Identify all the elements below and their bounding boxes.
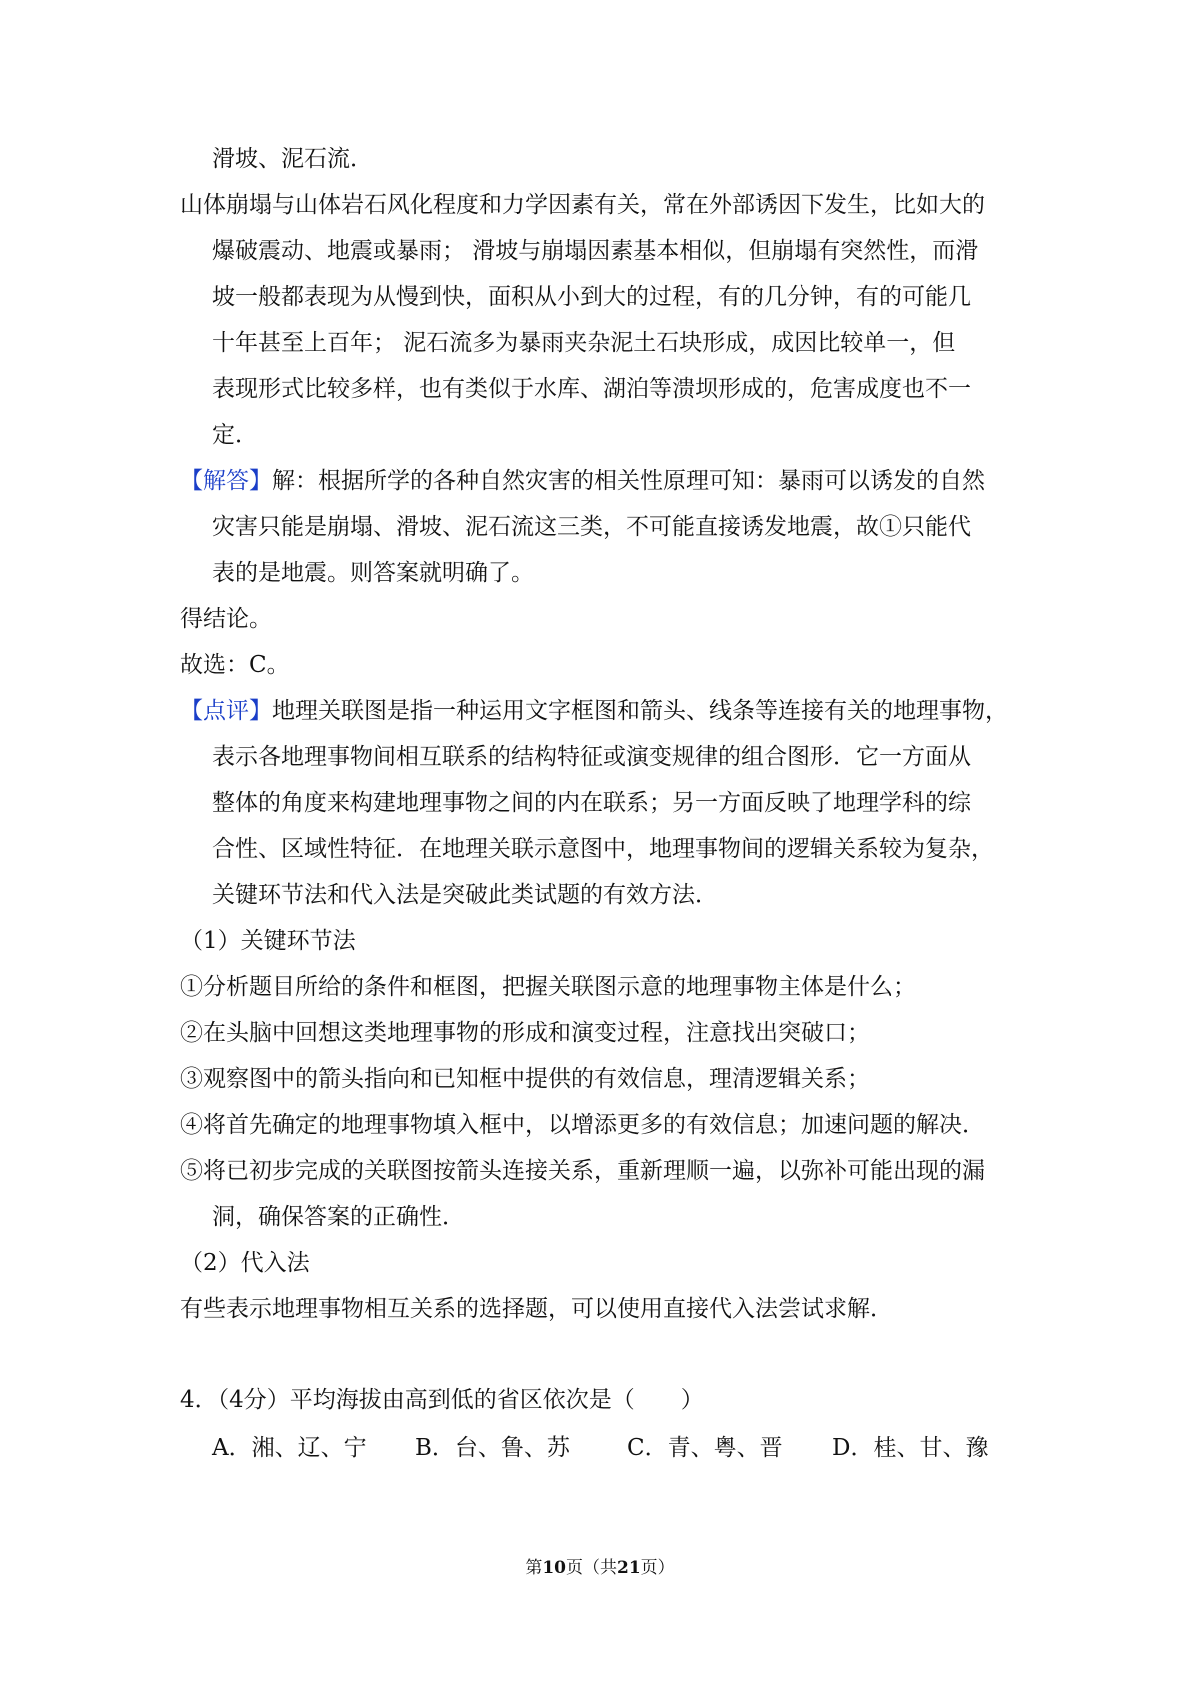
footer-middle: 页（共 — [566, 1558, 617, 1578]
text-line: 定． — [212, 422, 258, 448]
text-line: 合性、区域性特征．在地理关联示意图中，地理事物间的逻辑关系较为复杂， — [212, 836, 994, 862]
text-line: 解：根据所学的各种自然灾害的相关性原理可知：暴雨可以诱发的自然 — [272, 468, 985, 494]
page-footer — [0, 1553, 1200, 1578]
text-line: 地理关联图是指一种运用文字框图和箭头、线条等连接有关的地理事物， — [272, 698, 1008, 724]
text-line: 坡一般都表现为从慢到快，面积从小到大的过程，有的几分钟，有的可能几 — [212, 284, 971, 310]
review-tag: 【点评】 — [180, 698, 272, 724]
option-b[interactable]: B．台、鲁、苏 — [415, 1435, 570, 1461]
step-line: 洞，确保答案的正确性． — [212, 1204, 465, 1230]
option-d[interactable]: D．桂、甘、豫 — [832, 1435, 989, 1461]
step-line: ③观察图中的箭头指向和已知框中提供的有效信息，理清逻辑关系； — [180, 1066, 870, 1092]
text-line: （1）关键环节法 — [180, 928, 356, 954]
text-line: 山体崩塌与山体岩石风化程度和力学因素有关，常在外部诱因下发生，比如大的 — [180, 192, 985, 218]
answer-tag: 【解答】 — [180, 468, 272, 494]
text-line: 故选：C。 — [180, 652, 290, 678]
option-a[interactable]: A．湘、辽、宁 — [212, 1435, 367, 1461]
current-page-number: 10 — [542, 1558, 566, 1578]
text-line: 灾害只能是崩塌、滑坡、泥石流这三类，不可能直接诱发地震，故①只能代 — [212, 514, 971, 540]
review-first-line — [180, 688, 1008, 734]
step-line: ②在头脑中回想这类地理事物的形成和演变过程，注意找出突破口； — [180, 1020, 870, 1046]
text-line: 整体的角度来构建地理事物之间的内在联系；另一方面反映了地理学科的综 — [212, 790, 971, 816]
text-line: 得结论。 — [180, 606, 272, 632]
text-line: 表示各地理事物间相互联系的结构特征或演变规律的组合图形．它一方面从 — [212, 744, 971, 770]
step-line: ⑤将已初步完成的关联图按箭头连接关系，重新理顺一遍，以弥补可能出现的漏 — [180, 1158, 985, 1184]
text-line: 4．（4分）平均海拔由高到低的省区依次是（ ） — [180, 1387, 704, 1413]
text-line: 滑坡、泥石流． — [212, 146, 373, 172]
step-line: ④将首先确定的地理事物填入框中，以增添更多的有效信息；加速问题的解决． — [180, 1112, 985, 1138]
option-c[interactable]: C．青、粤、晋 — [627, 1435, 783, 1461]
answer-first-line — [180, 458, 985, 504]
text-line: 表现形式比较多样，也有类似于水库、湖泊等溃坝形成的，危害成度也不一 — [212, 376, 971, 402]
total-page-number: 21 — [617, 1558, 641, 1578]
text-line: 表的是地震。则答案就明确了。 — [212, 560, 534, 586]
text-line: 爆破震动、地震或暴雨； 滑坡与崩塌因素基本相似，但崩塌有突然性，而滑 — [212, 238, 979, 264]
text-line: 有些表示地理事物相互关系的选择题，可以使用直接代入法尝试求解． — [180, 1296, 893, 1322]
text-line: 十年甚至上百年； 泥石流多为暴雨夹杂泥土石块形成，成因比较单一，但 — [212, 330, 956, 356]
footer-prefix: 第 — [525, 1558, 543, 1578]
text-line: 关键环节法和代入法是突破此类试题的有效方法． — [212, 882, 718, 908]
footer-suffix: 页） — [640, 1558, 675, 1578]
step-line: ①分析题目所给的条件和框图，把握关联图示意的地理事物主体是什么； — [180, 974, 916, 1000]
text-line: （2）代入法 — [180, 1250, 310, 1276]
